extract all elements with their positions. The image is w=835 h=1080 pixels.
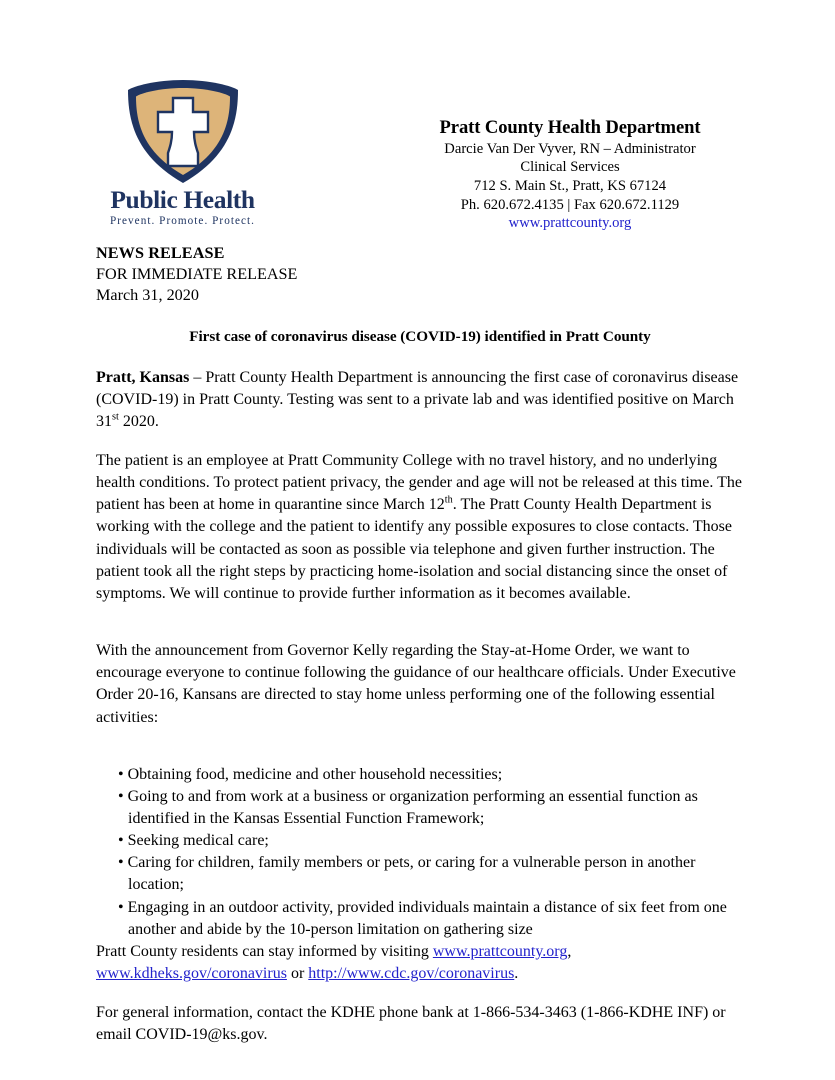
department-contact-block [400,116,740,233]
logo-wordmark: Public Health [110,185,255,214]
resources-lead-in: Pratt County residents can stay informed by visiting [96,942,433,960]
public-health-logo [95,78,270,227]
department-name: Pratt County Health Department [439,117,701,138]
resources-separator-2: or [286,965,309,983]
resources-period: . [514,965,519,983]
essential-activities-list [96,764,744,941]
list-item-text: Obtaining food, medicine and other household necessities; [127,765,503,783]
dateline: Pratt, Kansas [96,368,190,386]
paragraph-1-text-b: 2020. [118,412,159,430]
immediate-release-label: FOR IMMEDIATE RELEASE [96,265,298,284]
list-spacer [96,746,744,764]
paragraph-spacer [96,622,744,640]
ordinal-suffix-st: st [112,411,119,423]
paragraph-2-text-a: The patient is an employee at Pratt Community College with no travel history, and no underlying health conditions. To protect patient privacy, the gender and age will not be released at this time. The patient has been at home in quarantine since March 12 [96,451,742,514]
list-item-text: Going to and from work at a business or organization performing an essential function as identified in the Kansas Essential Function Framework; [127,787,698,828]
paragraph-patient-details [96,450,744,605]
bullet-icon: • [118,898,124,916]
paragraph-1-text-a: Pratt County Health Department is announcing the first case of coronavirus disease (COVID-19) in Pratt County. Testing was sent to a private lab and was identified positive on March 31 [96,368,739,430]
paragraph-contact: For general information, contact the KDHE phone bank at 1-866-534-3463 (1-866-KDHE INF) or email COVID-19@ks.gov. [96,1004,726,1044]
list-item [96,764,744,786]
prattcounty-link[interactable]: www.prattcounty.org [432,942,568,960]
news-release-label: NEWS RELEASE [96,244,225,262]
letterhead-header [0,78,835,233]
bullet-icon: • [118,832,124,850]
list-item [96,897,744,941]
mailing-address: 712 S. Main St., Pratt, KS 67124 [473,178,667,195]
bullet-icon: • [118,787,124,805]
list-item [96,786,744,830]
bullet-icon: • [118,765,124,783]
release-meta [96,243,756,306]
letterhead-website-link[interactable]: www.prattcounty.org [508,215,632,232]
cdc-coronavirus-link[interactable]: http://www.cdc.gov/coronavirus [308,965,515,983]
bullet-icon: • [118,854,124,872]
division-name: Clinical Services [520,159,620,176]
list-item-text: Caring for children, family members or pets, or caring for a vulnerable person in another location; [127,854,696,894]
page-title: First case of coronavirus disease (COVID-19) identified in Pratt County [189,328,651,345]
release-body [96,327,744,1064]
resources-separator-1: , [567,942,572,960]
release-date: March 31, 2020 [96,286,199,305]
phone-fax: Ph. 620.672.4135 | Fax 620.672.1129 [460,196,680,213]
list-item-text: Seeking medical care; [127,832,269,850]
list-item [96,830,744,852]
kdheks-coronavirus-link[interactable]: www.kdheks.gov/coronavirus [96,965,287,983]
ordinal-suffix-th: th [444,494,453,506]
administrator-name: Darcie Van Der Vyver, RN – Administrator [444,140,696,157]
paragraph-resources [96,941,744,985]
logo-tagline: Prevent. Promote. Protect. [109,214,256,227]
paragraph-announcement [96,367,744,433]
dateline-dash: – [189,368,206,386]
paragraph-stay-at-home-order: With the announcement from Governor Kelly regarding the Stay-at-Home Order, we want to encourage everyone to continue following the guidance of our healthcare officials. Under Executive Order 20-16, Kansans are directed to stay home unless performing one of the following essential activities: [96,642,736,726]
list-item-text: Engaging in an outdoor activity, provided individuals maintain a distance of six feet from one another and abide by the 10-person limitation on gathering size [127,898,727,938]
list-item [96,852,744,896]
paragraph-2-text-b: . The Pratt County Health Department is working with the college and the patient to identify any possible exposures to close contacts. Those individuals will be contacted as soon as possible via telephone and given further instruction. The patient took all the right steps by practicing home-isolation and social distancing since the onset of symptoms. We will continue to provide further information as it becomes available. [96,496,732,602]
shield-cross-icon [124,78,242,186]
